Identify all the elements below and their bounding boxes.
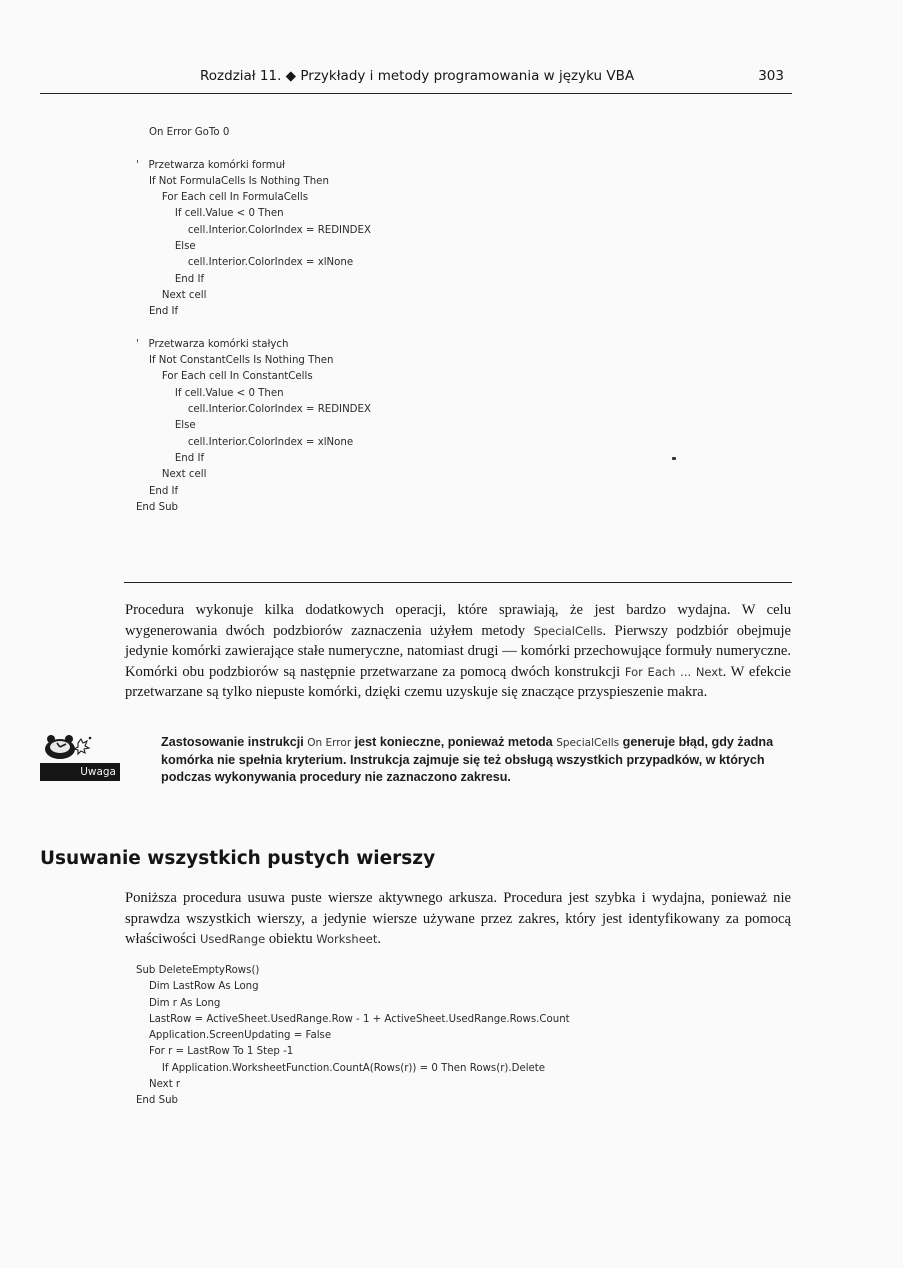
code-line: Dim r As Long xyxy=(136,997,221,1009)
page-number: 303 xyxy=(758,68,784,84)
code-line: End If xyxy=(136,306,179,318)
code-line: Dim LastRow As Long xyxy=(136,981,259,993)
section-heading: Usuwanie wszystkich pustych wierszy xyxy=(40,848,436,869)
code-line: cell.Interior.ColorIndex = xlNone xyxy=(136,436,354,448)
running-header xyxy=(40,64,792,92)
inline-code: For Each ... Next xyxy=(624,664,723,679)
code-line: ' Przetwarza komórki formuł xyxy=(136,159,286,171)
code-line: If Application.WorksheetFunction.CountA(Rows(r)) = 0 Then Rows(r).Delete xyxy=(136,1062,546,1074)
code-line: For Each cell In ConstantCells xyxy=(136,371,313,383)
code-line: LastRow = ActiveSheet.UsedRange.Row - 1 + ActiveSheet.UsedRange.Rows.Count xyxy=(136,1013,570,1025)
paragraph-specialcells xyxy=(125,600,791,703)
text-run: . Pierwszy podzbiór obejmuje jedynie komórki zawierające stałe numeryczne, natomiast drugi — komórki przechowujące formuły numeryczne. Komórki obu podzbiorów są następnie przetwarzane za pomocą dwóch konstrukcji xyxy=(125,622,791,680)
code-line: For Each cell In FormulaCells xyxy=(136,192,309,204)
code-line: Else xyxy=(136,420,196,432)
code-line: End If xyxy=(136,273,205,285)
code-line: Else xyxy=(136,241,196,253)
code-line: End Sub xyxy=(136,1095,178,1107)
inline-code: Worksheet xyxy=(316,932,378,946)
inline-code: UsedRange xyxy=(199,932,266,946)
note-label-badge: Uwaga xyxy=(40,763,120,781)
text-run: . W efekcie przetwarzane są tylko niepuste komórki, dzięki czemu uzyskuje się znaczące przyspieszenie makra. xyxy=(125,663,791,700)
code-line: End Sub xyxy=(136,501,178,513)
code-line: ' Przetwarza komórki stałych xyxy=(136,338,289,350)
header-rule xyxy=(40,93,792,94)
code-line: End If xyxy=(136,485,179,497)
code-line: If cell.Value < 0 Then xyxy=(136,387,284,399)
code-line: For r = LastRow To 1 Step -1 xyxy=(136,1046,294,1058)
code-line: Application.ScreenUpdating = False xyxy=(136,1030,332,1042)
code-listing-2 xyxy=(136,963,570,1110)
code-line: Next r xyxy=(136,1079,181,1091)
code-line: cell.Interior.ColorIndex = REDINDEX xyxy=(136,224,371,236)
text-run: Zastosowanie instrukcji xyxy=(161,735,308,749)
text-run: Procedura wykonuje kilka dodatkowych operacji, które sprawiają, że jest bardzo wydajna. W celu wygenerowania dwóch podzbiorów zaznaczenia użyłem metody xyxy=(125,602,791,639)
inline-code: On Error xyxy=(307,737,352,749)
text-run: . xyxy=(377,931,382,947)
code-line: Next cell xyxy=(136,289,207,301)
code-line: If cell.Value < 0 Then xyxy=(136,208,284,220)
code-line: cell.Interior.ColorIndex = xlNone xyxy=(136,257,354,269)
inline-code: SpecialCells xyxy=(533,623,603,638)
print-speck xyxy=(672,457,676,460)
text-run: Poniższa procedura usuwa puste wiersze aktywnego arkusza. Procedura jest szybka i wydajna, ponieważ nie sprawdza wszystkich wierszy, a jedynie wiersze używane przez zakres, który jest identyfikowany za pomocą właściwości xyxy=(125,890,791,947)
code-line: End If xyxy=(136,452,205,464)
code-line: If Not ConstantCells Is Nothing Then xyxy=(136,355,334,367)
note-text xyxy=(161,734,791,787)
paragraph-delete-rows xyxy=(125,888,791,950)
code-line: Sub DeleteEmptyRows() xyxy=(136,965,260,976)
chapter-title: Rozdział 11. ◆ Przykłady i metody programowania w języku VBA xyxy=(200,68,635,84)
code-line: cell.Interior.ColorIndex = REDINDEX xyxy=(136,404,371,416)
text-run: obiektu xyxy=(265,931,317,947)
code-line: Next cell xyxy=(136,469,207,481)
code-line: If Not FormulaCells Is Nothing Then xyxy=(136,175,329,187)
text-run: generuje błąd, gdy żadna komórka nie spełnia kryterium. Instrukcja zajmuje się też obsługą wszystkich przypadków, w których podczas wykonywania procedury nie zaznaczono zakresu. xyxy=(161,735,774,785)
code-listing-1 xyxy=(136,125,371,516)
code-line: On Error GoTo 0 xyxy=(136,127,230,138)
listing-end-rule xyxy=(124,582,792,583)
inline-code: SpecialCells xyxy=(556,737,620,749)
text-run: jest konieczne, ponieważ metoda xyxy=(351,735,557,749)
